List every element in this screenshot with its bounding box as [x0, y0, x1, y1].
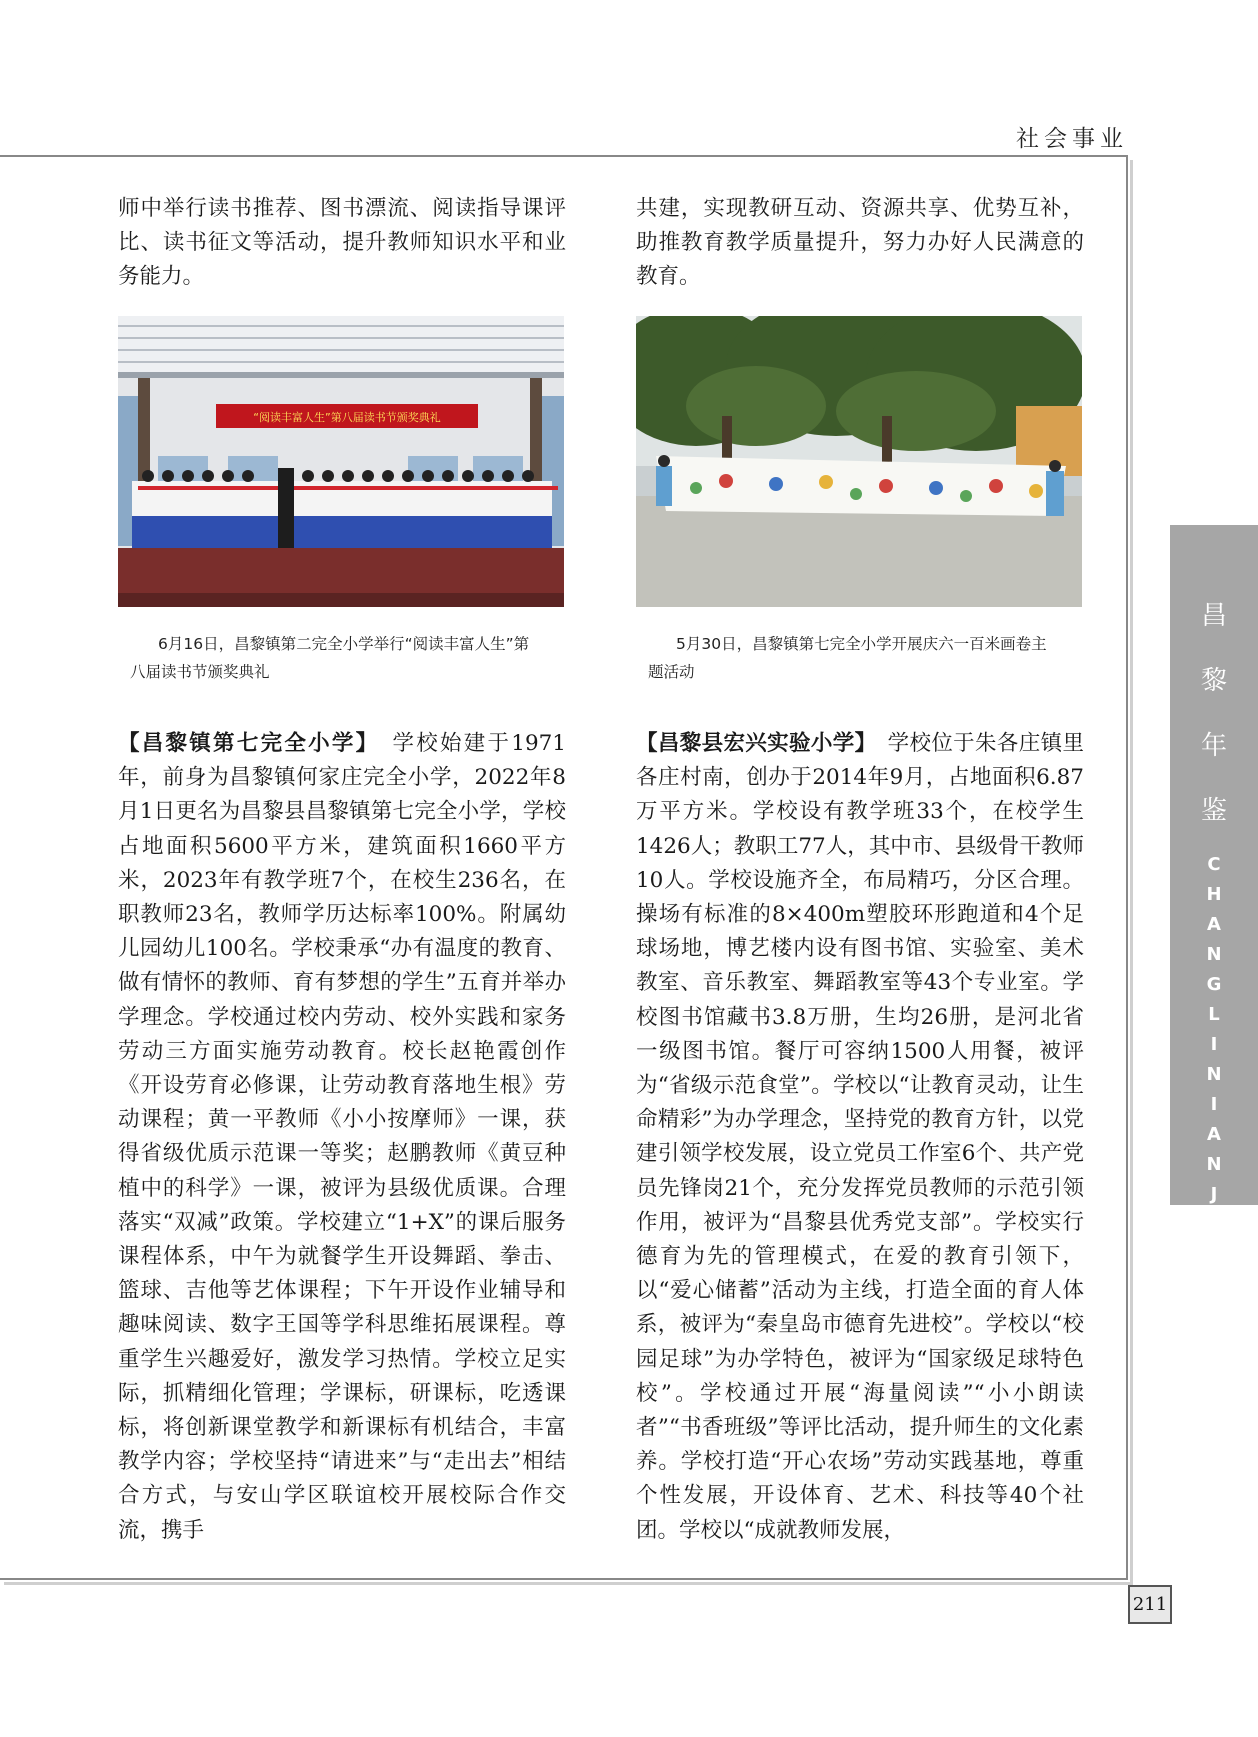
side-tab-char: 年	[1200, 731, 1227, 761]
frame-shadow-right	[1130, 160, 1133, 1584]
right-continuation-text: 共建，实现教研互动、资源共享、优势互补，助推教育教学质量提升，努力办好人民满意的教育。	[636, 196, 1084, 290]
side-tab-letter: I	[1210, 1034, 1218, 1055]
entry-heading: 【昌黎县宏兴实验小学】	[636, 731, 866, 756]
left-column-continuation	[118, 192, 566, 295]
side-tab-latin	[1170, 850, 1258, 1300]
entry-hongxing-experimental-primary	[636, 727, 1084, 1548]
side-tab-char: 鉴	[1200, 796, 1227, 826]
side-tab-letter: H	[1206, 884, 1222, 905]
entry-body: 学校位于朱各庄镇里各庄村南，创办于2014年9月，占地面积6.87万平方米。学校设有教学班33个，在校学生1426人；教职工77人，其中市、县级骨干教师10人。学校设施齐全，布局精巧，分区合理。操场有标准的8×400m塑胶环形跑道和4个足球场地，博艺楼内设有图书馆、实验室、美术教室、音乐教室、舞蹈教室等43个专业室。学校图书馆藏书3.8万册，生均26册，是河北省一级图书馆。餐厅可容纳1500人用餐，被评为“省级示范食堂”。学校以“让教育灵动，让生命精彩”为办学理念，坚持党的教育方针，以党建引领学校发展，设立党员工作室6个、共产党员先锋岗21个，充分发挥党员教师的示范引领作用，被评为“昌黎县优秀党支部”。学校实行德育为先的管理模式，在爱的教育引领下，以“爱心储蓄”活动为主线，打造全面的育人体系，被评为“秦皇岛市德育先进校”。学校以“校园足球”为办学特色，被评为“国家级足球特色校”。学校通过开展“海量阅读”“小小朗读者”“书香班级”等评比活动，提升师生的文化素养。学校打造“开心农场”劳动实践基地，尊重个性发展，开设体育、艺术、科技等40个社团。学校以“成就教师发展，	[636, 731, 1084, 1543]
frame-top-rule	[0, 155, 1128, 157]
side-tab-letter: C	[1207, 854, 1221, 875]
side-tab-letter: I	[1210, 1094, 1218, 1115]
side-tab-yearbook	[1170, 525, 1258, 1295]
photo2-caption: 5月30日，昌黎镇第七完全小学开展庆六一百米画卷主题活动	[648, 635, 1047, 681]
side-tab-letter: A	[1207, 914, 1221, 935]
photo-reading-festival-ceremony	[118, 316, 564, 607]
photo1-caption: 6月16日，昌黎镇第二完全小学举行“阅读丰富人生”第八届读书节颁奖典礼	[130, 635, 530, 681]
entry-heading: 【昌黎镇第七完全小学】	[118, 731, 369, 756]
side-tab-char: 昌	[1200, 601, 1227, 631]
entry-chengli-seventh-primary	[118, 727, 566, 1548]
frame-shadow-bottom	[4, 1582, 1133, 1585]
right-column-continuation	[636, 192, 1084, 295]
frame-right-rule	[1126, 155, 1128, 1580]
page-number: 211	[1128, 1585, 1172, 1624]
side-tab-letter: L	[1208, 1004, 1220, 1025]
entry-body: 学校始建于1971年，前身为昌黎镇何家庄完全小学，2022年8月1日更名为昌黎县昌黎镇第七完全小学，学校占地面积5600平方米，建筑面积1660平方米，2023年有教学班7个，在校生236名，在职教师23名，教师学历达标率100%。附属幼儿园幼儿100名。学校秉承“办有温度的教育、做有情怀的教师、育有梦想的学生”五育并举办学理念。学校通过校内劳动、校外实践和家务劳动三方面实施劳动教育。校长赵艳霞创作《开设劳育必修课，让劳动教育落地生根》劳动课程；黄一平教师《小小按摩师》一课，获得省级优质示范课一等奖；赵鹏教师《黄豆种植中的科学》一课，被评为县级优质课。合理落实“双减”政策。学校建立“1+X”的课后服务课程体系，中午为就餐学生开设舞蹈、拳击、篮球、吉他等艺体课程；下午开设作业辅导和趣味阅读、数字王国等学科思维拓展课程。尊重学生兴趣爱好，激发学习热情。学校立足实际，抓精细化管理；学课标，研课标，吃透课标，将创新课堂教学和新课标有机结合，丰富教学内容；学校坚持“请进来”与“走出去”相结合方式，与安山学区联谊校开展校际合作交流，携手	[118, 731, 566, 1543]
side-tab-letter: N	[1206, 1064, 1222, 1085]
side-tab-letter: N	[1206, 1274, 1222, 1295]
side-tab-letter: G	[1206, 974, 1222, 995]
side-tab-letter: A	[1207, 1244, 1221, 1265]
left-continuation-text: 师中举行读书推荐、图书漂流、阅读指导课评比、读书征文等活动，提升教师知识水平和业务能力。	[118, 196, 566, 290]
banner-text: “阅读丰富人生”第八届读书节颁奖典礼	[253, 411, 441, 424]
side-tab-char: 黎	[1200, 666, 1227, 696]
side-tab-letter: N	[1206, 944, 1222, 965]
side-tab-letter: I	[1210, 1214, 1218, 1235]
frame-bottom-rule	[0, 1578, 1128, 1580]
side-tab-letter: N	[1206, 1154, 1222, 1175]
section-title: 社会事业	[1016, 126, 1128, 152]
photo-painting-scroll-activity	[636, 316, 1082, 607]
side-tab-letter: J	[1210, 1184, 1218, 1205]
side-tab-letter: A	[1207, 1124, 1221, 1145]
